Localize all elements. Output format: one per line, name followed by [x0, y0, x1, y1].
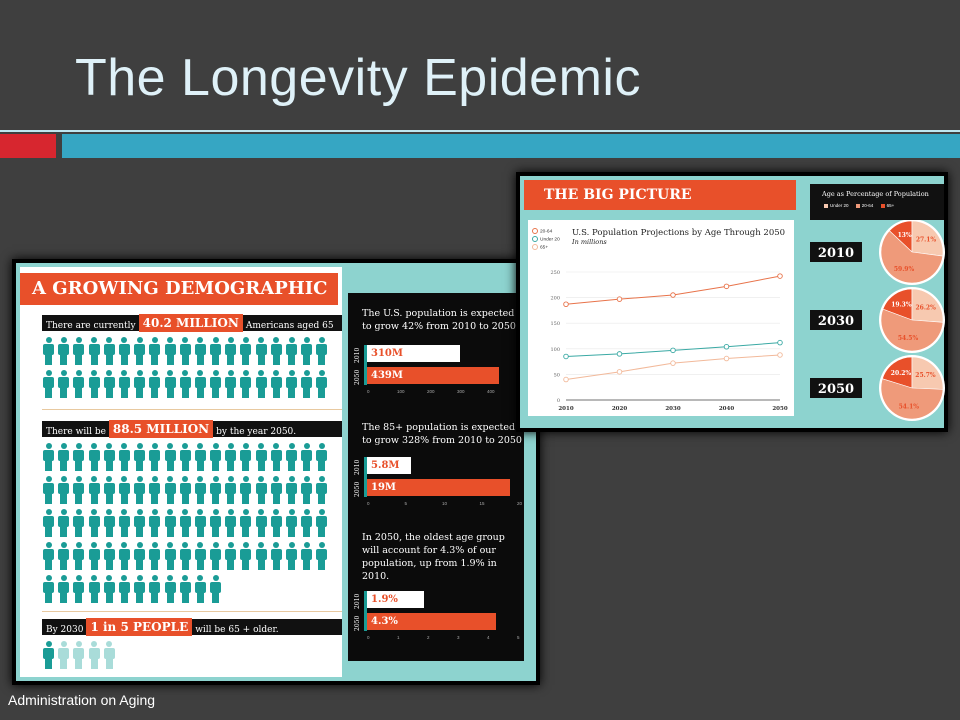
stat2-bar-chart [354, 457, 523, 517]
person-icon [285, 443, 298, 471]
person-icon [164, 542, 177, 570]
line-chart-plot [528, 220, 794, 416]
person-icon [224, 509, 237, 537]
stat-bar: 4.3% [367, 613, 496, 630]
person-icon [118, 370, 131, 398]
stat-axis [364, 345, 367, 385]
person-icon [57, 542, 70, 570]
y-tick-label: 150 [550, 321, 560, 328]
person-icon [42, 476, 55, 504]
data-point [671, 348, 676, 353]
fact3-post: will be 65 + older. [195, 625, 279, 635]
person-icon [239, 370, 252, 398]
series-line-65+ [566, 355, 780, 380]
stat-tick-label: 400 [487, 389, 495, 394]
person-icon [315, 542, 328, 570]
person-icon [194, 337, 207, 365]
person-icon [300, 542, 313, 570]
pies-legend-under20: Under 20 [830, 203, 849, 208]
person-icon [285, 370, 298, 398]
pies-legend-20-64: 20-64 [861, 203, 874, 208]
person-icon [255, 370, 268, 398]
infographic-background [16, 263, 536, 681]
person-icon [133, 337, 146, 365]
big-picture-background [520, 176, 944, 428]
person-icon [118, 476, 131, 504]
person-icon [209, 337, 222, 365]
x-tick-label: 2040 [718, 406, 735, 412]
person-icon [300, 370, 313, 398]
stat2-text: The 85+ population is expected to grow 328% from 2010 to 2050 [362, 422, 522, 446]
accent-bar-red [0, 134, 56, 158]
person-icon [118, 443, 131, 471]
person-icon [255, 337, 268, 365]
person-icon [57, 337, 70, 365]
data-point [617, 370, 622, 375]
data-point [778, 353, 783, 358]
person-icon [239, 509, 252, 537]
data-point [564, 302, 569, 307]
stat-bar: 310M [367, 345, 460, 362]
person-icon [179, 542, 192, 570]
data-point [724, 344, 729, 349]
pie-slice-label: 13% [897, 231, 912, 239]
pies-title: Age as Percentage of Population [822, 190, 929, 198]
person-icon [315, 476, 328, 504]
stat-bar-year: 2050 [354, 481, 361, 497]
person-icon [133, 575, 146, 603]
person-icon [209, 443, 222, 471]
person-icon [179, 476, 192, 504]
stat-tick-label: 2 [427, 635, 430, 640]
stat-tick-label: 15 [479, 501, 485, 506]
stat1-text: The U.S. population is expected to grow 42% from 2010 to 2050 [362, 308, 516, 332]
stat-tick-label: 5 [404, 501, 408, 506]
stat-bar-year: 2050 [354, 369, 361, 385]
stat-tick-label: 0 [367, 389, 370, 394]
person-icon [224, 443, 237, 471]
person-icon [209, 509, 222, 537]
person-icon [72, 509, 85, 537]
person-icon [315, 443, 328, 471]
person-icon [239, 443, 252, 471]
person-icon [118, 575, 131, 603]
person-icon [88, 337, 101, 365]
data-point [671, 293, 676, 298]
person-icon [179, 509, 192, 537]
stat-tick-label: 200 [427, 389, 435, 394]
person-icon [42, 641, 55, 669]
data-point [564, 354, 569, 359]
person-icon [239, 337, 252, 365]
pie-slice-label: 26.2% [915, 304, 936, 312]
y-tick-label: 200 [550, 295, 560, 302]
stat-tick-label: 0 [367, 635, 370, 640]
person-icon [209, 575, 222, 603]
person-icon [224, 476, 237, 504]
stat-bar: 5.8M [367, 457, 411, 474]
pie-slice-label: 19.3% [891, 301, 912, 309]
stat3-text: In 2050, the oldest age group will account for 4.3% of our population, up from 1.9% in 2010. [362, 532, 505, 582]
x-tick-label: 2050 [772, 406, 788, 412]
stat-bar-year: 2050 [354, 615, 361, 631]
data-point [617, 297, 622, 302]
person-icon [270, 337, 283, 365]
stat-tick-label: 3 [457, 635, 460, 640]
person-icon [103, 542, 116, 570]
legend-item-65plus: 65+ [532, 244, 568, 252]
person-icon [270, 370, 283, 398]
pie-slice-label: 59.9% [893, 265, 915, 273]
person-icon [57, 476, 70, 504]
person-icon [194, 476, 207, 504]
person-icon [270, 443, 283, 471]
data-point [778, 274, 783, 279]
stat-tick-label: 0 [367, 501, 370, 506]
people-icons-ratio [42, 641, 342, 674]
people-icons-2050 [42, 443, 342, 608]
person-icon [164, 370, 177, 398]
big-picture-banner: THE BIG PICTURE [524, 180, 796, 210]
person-icon [118, 337, 131, 365]
person-icon [194, 443, 207, 471]
x-tick-label: 2020 [611, 406, 628, 412]
stat-tick-label: 10 [442, 501, 448, 506]
person-icon [255, 443, 268, 471]
person-icon [224, 337, 237, 365]
pie-year-label: 2050 [817, 382, 855, 397]
person-icon [148, 443, 161, 471]
person-icon [300, 509, 313, 537]
person-icon [103, 476, 116, 504]
stat1-bar-chart [354, 345, 520, 405]
demographic-banner: A GROWING DEMOGRAPHIC [20, 273, 338, 305]
y-tick-label: 50 [553, 372, 560, 379]
person-icon [42, 337, 55, 365]
pie-slice-label: 25.7% [915, 372, 936, 380]
stat-ticks [367, 635, 520, 643]
person-icon [179, 575, 192, 603]
fact3-pre: By 2030 [46, 625, 84, 635]
person-icon [57, 641, 70, 669]
pies-legend-65plus: 65+ [886, 203, 895, 208]
person-icon [179, 443, 192, 471]
person-icon [148, 509, 161, 537]
big-picture-infographic [516, 172, 948, 432]
x-tick-label: 2010 [558, 406, 574, 412]
person-icon [148, 370, 161, 398]
person-icon [148, 542, 161, 570]
pie-slice-label: 54.1% [898, 403, 919, 411]
fact1-post: Americans aged 65 older. [56, 321, 334, 347]
person-icon [42, 443, 55, 471]
person-icon [88, 641, 101, 669]
y-tick-label: 100 [550, 346, 560, 353]
data-point [778, 340, 783, 345]
data-point [724, 284, 729, 289]
person-icon [118, 509, 131, 537]
legend-item-20-64: 20-64 [532, 228, 568, 236]
y-tick-label: 0 [556, 398, 560, 404]
growing-demographic-infographic [12, 259, 540, 685]
stat-tick-label: 100 [397, 389, 405, 394]
stat-tick-label: 4 [487, 635, 490, 640]
pies-legend [810, 198, 944, 208]
stat-tick-label: 20 [517, 501, 523, 506]
person-icon [148, 575, 161, 603]
title-underline [0, 130, 960, 132]
line-chart-subtitle: In millions [572, 238, 607, 246]
divider-2 [42, 611, 342, 612]
person-icon [72, 641, 85, 669]
fact1-highlight: 40.2 MILLION [139, 314, 243, 332]
person-icon [133, 476, 146, 504]
divider-1 [42, 409, 342, 410]
person-icon [300, 476, 313, 504]
person-icon [164, 575, 177, 603]
stat-bar: 439M [367, 367, 499, 384]
source-caption: Administration on Aging [8, 692, 156, 708]
pie-slice-label: 27.1% [915, 236, 937, 244]
pie-slice-label: 54.5% [897, 335, 919, 343]
fact2-post: by the year 2050. [216, 427, 297, 437]
person-icon [103, 337, 116, 365]
fact-2030-ratio [42, 619, 342, 635]
person-icon [164, 476, 177, 504]
stat-bar-year: 2010 [354, 347, 361, 363]
person-icon [88, 509, 101, 537]
person-icon [133, 542, 146, 570]
person-icon [255, 476, 268, 504]
population-line-chart [528, 220, 794, 416]
person-icon [270, 509, 283, 537]
person-icon [285, 337, 298, 365]
person-icon [179, 337, 192, 365]
person-icon [300, 443, 313, 471]
y-tick-label: 250 [550, 270, 560, 276]
stat3-bar-chart [354, 591, 520, 651]
person-icon [209, 370, 222, 398]
person-icon [164, 337, 177, 365]
person-icon [72, 443, 85, 471]
stat-ticks [367, 501, 523, 509]
data-point [564, 377, 569, 382]
person-icon [164, 509, 177, 537]
person-icon [194, 575, 207, 603]
stat-tick-label: 1 [397, 635, 400, 640]
person-icon [315, 337, 328, 365]
stat-tick-label: 5 [517, 635, 520, 640]
person-icon [88, 443, 101, 471]
person-icon [57, 509, 70, 537]
person-icon [285, 542, 298, 570]
person-icon [72, 370, 85, 398]
person-icon [103, 443, 116, 471]
fact2-pre: There will be [46, 427, 106, 437]
data-point [671, 361, 676, 366]
stat-axis [364, 591, 367, 631]
person-icon [255, 542, 268, 570]
person-icon [315, 370, 328, 398]
accent-bar-blue [62, 134, 960, 158]
person-icon [239, 542, 252, 570]
person-icon [270, 476, 283, 504]
person-icon [88, 542, 101, 570]
person-icon [133, 509, 146, 537]
fact3-highlight: 1 in 5 PEOPLE [86, 618, 192, 636]
fact2-highlight: 88.5 MILLION [109, 420, 213, 438]
person-icon [88, 370, 101, 398]
person-icon [88, 476, 101, 504]
stat-ticks [367, 389, 517, 397]
demographic-panel [20, 267, 342, 677]
person-icon [42, 509, 55, 537]
person-icon [224, 370, 237, 398]
person-icon [42, 575, 55, 603]
person-icon [133, 370, 146, 398]
pie-year-label: 2010 [817, 246, 855, 261]
person-icon [148, 337, 161, 365]
person-icon [194, 509, 207, 537]
person-icon [194, 370, 207, 398]
stat-axis [364, 457, 367, 497]
stats-column [348, 293, 524, 661]
legend-item-under-20: Under 20 [532, 236, 568, 244]
pie-slice-label: 20.2% [890, 370, 912, 378]
age-pie-charts [808, 220, 948, 430]
person-icon [209, 542, 222, 570]
person-icon [209, 476, 222, 504]
person-icon [72, 542, 85, 570]
person-icon [224, 542, 237, 570]
person-icon [72, 575, 85, 603]
person-icon [148, 476, 161, 504]
person-icon [194, 542, 207, 570]
stat-bar-year: 2010 [354, 459, 361, 475]
series-line-20-64 [566, 276, 780, 304]
slide-title: The Longevity Epidemic [75, 49, 641, 107]
stat-bar: 19M [367, 479, 510, 496]
data-point [617, 352, 622, 357]
person-icon [133, 443, 146, 471]
fact1-pre: There are currently [46, 321, 136, 331]
person-icon [42, 370, 55, 398]
person-icon [72, 337, 85, 365]
person-icon [57, 575, 70, 603]
pies-header [810, 184, 944, 220]
data-point [724, 356, 729, 361]
stat-bar-year: 2010 [354, 593, 361, 609]
fact-2050-65 [42, 421, 342, 437]
person-icon [285, 476, 298, 504]
person-icon [103, 641, 116, 669]
person-icon [103, 509, 116, 537]
stat-bar: 1.9% [367, 591, 424, 608]
fact-current-65 [42, 315, 342, 347]
line-chart-title: U.S. Population Projections by Age Through 2050 [572, 228, 786, 238]
person-icon [255, 509, 268, 537]
person-icon [88, 575, 101, 603]
person-icon [103, 370, 116, 398]
person-icon [315, 509, 328, 537]
pie-year-label: 2030 [817, 314, 855, 329]
person-icon [179, 370, 192, 398]
person-icon [42, 542, 55, 570]
person-icon [118, 542, 131, 570]
person-icon [57, 443, 70, 471]
person-icon [57, 370, 70, 398]
person-icon [72, 476, 85, 504]
person-icon [270, 542, 283, 570]
stat-tick-label: 300 [457, 389, 465, 394]
person-icon [239, 476, 252, 504]
x-tick-label: 2030 [665, 406, 681, 412]
person-icon [300, 337, 313, 365]
person-icon [164, 443, 177, 471]
people-icons-current [42, 337, 342, 403]
person-icon [103, 575, 116, 603]
person-icon [285, 509, 298, 537]
